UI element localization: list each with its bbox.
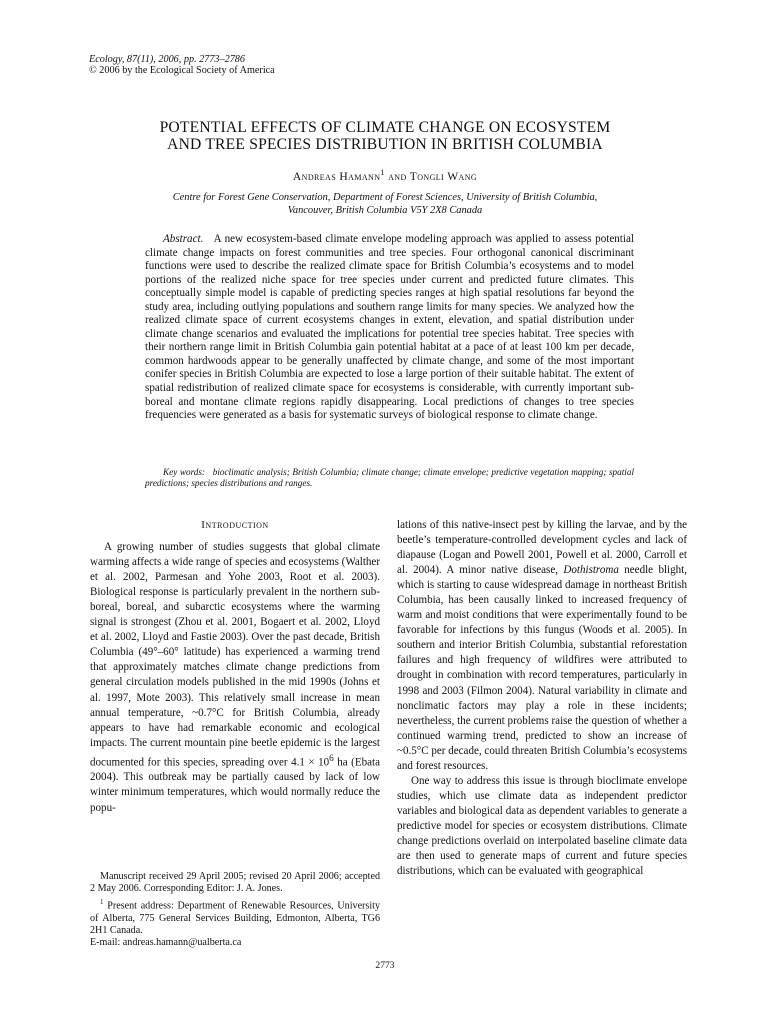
species-name: Dothistroma <box>563 564 619 577</box>
intro-paragraph-1-continued: lations of this native-insect pest by killing the larvae, and by the beetle’s temperature-controlled development cycles and lack of diapause (Logan and Powell 2001, Powell et al. 2000, Carroll et al. 2004). A minor native disease, Dothistroma needle blight, which is starting to cause widespread damage in northeast British Columbia, has been causally linked to increased frequency of warm and moist conditions that were experimentally found to be favorable for infections by this fungus (Woods et al. 2005). In southern and interior British Columbia, substantial reforestation failures and high frequency of wildfires were attributed to drought in combination with record temperatures, particularly in 1998 and 2003 (Filmon 2004). Natural variability in climate and nonclimatic factors may play a role in these incidents; nevertheless, the current problems raise the question of whether a continued warming trend, predicted to show an increase of ~0.5°C per decade, could threaten British Columbia’s ecosystems and forest resources. <box>397 519 688 772</box>
journal-citation: Ecology, 87(11), 2006, pp. 2773–2786 <box>89 54 245 65</box>
keywords <box>145 467 634 489</box>
right-column <box>397 518 687 879</box>
left-column <box>90 518 380 816</box>
affiliation-line-2: Vancouver, British Columbia V5Y 2X8 Canada <box>287 205 483 216</box>
footnotes <box>90 871 380 950</box>
paper-title-line-2: AND TREE SPECIES DISTRIBUTION IN BRITISH COLUMBIA <box>167 136 603 153</box>
footnote-present-address: $^1$ Present address: Department of Renewable Resources, University of Alberta, 775 General Services Building, Edmonton, Alberta, TG6 2H1 Canada. <box>90 897 380 936</box>
author-1: Andreas Hamann <box>292 169 381 183</box>
section-heading-introduction: Introduction <box>201 519 269 531</box>
author-list <box>0 168 770 183</box>
abstract-label: Abstract. <box>163 233 204 245</box>
affiliation-line-1: Centre for Forest Gene Conservation, Department of Forest Sciences, University of British Columbia, <box>172 192 598 203</box>
author-conjunction: and <box>388 169 407 183</box>
intro-paragraph-1: A growing number of studies suggests that global climate warming affects a wide range of species and ecosystems (Walther et al. 2002, Parmesan and Yohe 2003, Root et al. 2003). Biological response is particularly prevalent in the northern sub-boreal, boreal, and subarctic ecosystems where the warming signal is strongest (Zhou et al. 2001, Bogaert et al. 2002, Lloyd et al. 2002, Lloyd and Fastie 2003). Over the past decade, British Columbia (49°–60° latitude) has experienced a warming trend that approximately matches climate change predictions from general circulation models published in the mid 1990s (Johns et al. 1997, Mote 2003). This relatively small increase in mean annual temperature, ~0.7°C for British Columbia, already appears to have had remarkable economic and ecological impacts. The current mountain pine beetle epidemic is the largest documented for this species, spreading over $4.1 \times 10^6$ ha (Ebata 2004). This outbreak may be partially caused by lack of low winter minimum temperatures, which would normally reduce the popu- <box>90 541 381 814</box>
copyright-line: © 2006 by the Ecological Society of America <box>89 65 275 76</box>
page-number: 2773 <box>375 960 395 971</box>
intro-paragraph-2: One way to address this issue is through bioclimate envelope studies, which use climate data as independent predictor variables and biological data as dependent variables to generate a predictive model for species or ecosystem distributions. Climate change predictions overlaid on interpolated baseline climate data are then used to generate maps of current and future species distributions, which can be evaluated with geographical <box>397 774 687 878</box>
paper-title-line-1: POTENTIAL EFFECTS OF CLIMATE CHANGE ON ECOSYSTEM <box>159 119 611 136</box>
abstract <box>145 233 634 423</box>
author-1-footnote-mark: 1 <box>380 168 385 177</box>
abstract-text: A new ecosystem-based climate envelope modeling approach was applied to assess potential climate change impacts on forest communities and tree species. Four orthogonal canonical discriminant functions were used to describe the realized climate space for British Columbia’s ecosystems and to model portions of the realized niche space for tree species under current and predicted future climates. This conceptually simple model is capable of predicting species ranges at high spatial resolutions far beyond the study area, including outlying populations and southern range limits for many species. We analyzed how the realized climate space of current ecosystems changes in extent, elevation, and spatial distribution under climate change scenarios and evaluated the implications for potential tree species habitat. Tree species with their northern range limit in British Columbia gain potential habitat at a pace of at least 100 km per decade, common hardwoods appear to be generally unaffected by climate change, and some of the most important conifer species in British Columbia are expected to lose a large portion of their suitable habitat. The extent of spatial redistribution of realized climate space for ecosystems is considerable, with currently important sub-boreal and montane climate regions rapidly disappearing. Local predictions of changes to tree species frequencies were generated as a basis for systematic surveys of biological response to climate change. <box>145 233 634 422</box>
author-2: Tongli Wang <box>409 169 478 183</box>
footnote-email: E-mail: andreas.hamann@ualberta.ca <box>90 937 242 949</box>
footnote-manuscript: Manuscript received 29 April 2005; revised 20 April 2006; accepted 2 May 2006. Corresponding Editor: J. A. Jones. <box>90 871 380 895</box>
keywords-text: bioclimatic analysis; British Columbia; climate change; climate envelope; predictive vegetation mapping; spatial predictions; species distributions and ranges. <box>145 467 634 489</box>
keywords-label: Key words: <box>163 467 206 477</box>
exponent: 6 <box>329 752 334 763</box>
